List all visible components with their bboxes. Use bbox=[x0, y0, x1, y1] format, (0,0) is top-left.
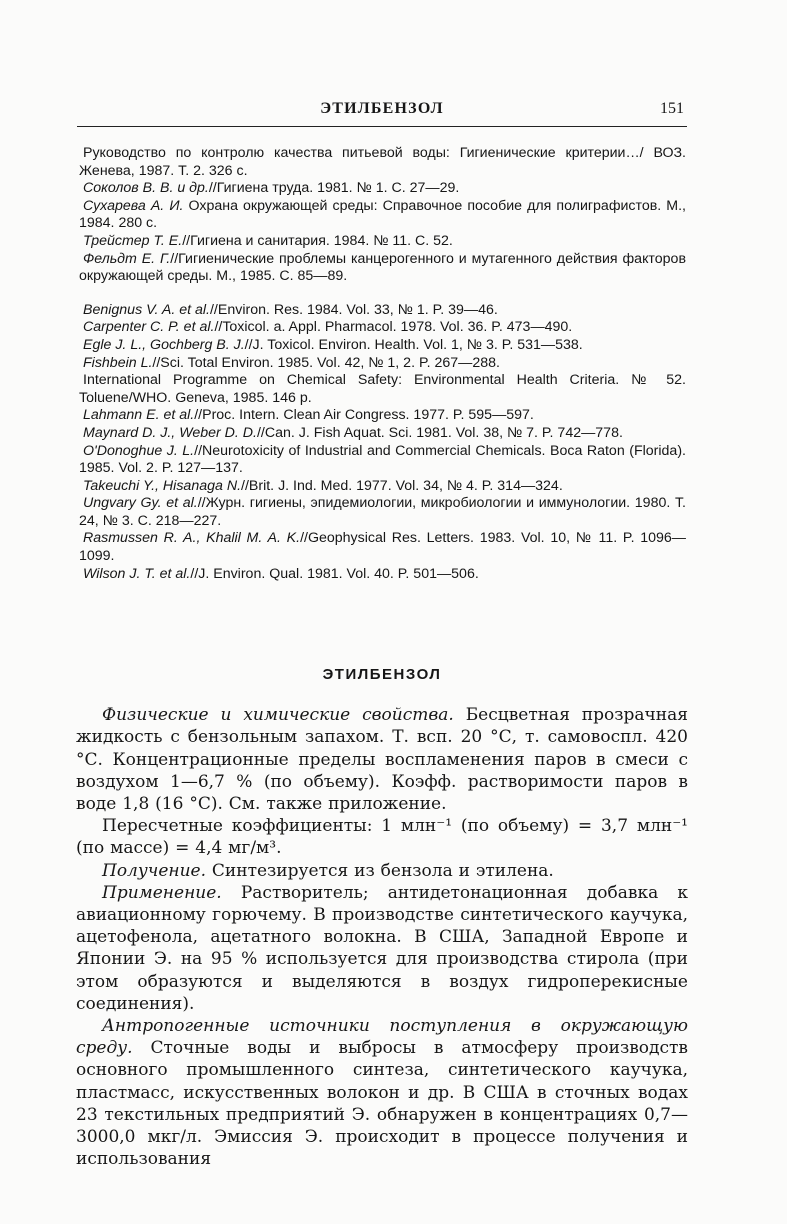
reference-entry bbox=[79, 251, 686, 286]
reference-author: O'Donoghue J. L. bbox=[83, 442, 195, 459]
reference-text: International Programme on Chemical Safety: Environmental Health Criteria. № 52. Toluene/WHO. Geneva, 1985. 146 p. bbox=[79, 372, 686, 406]
reference-author: Maynard D. J., Weber D. D. bbox=[83, 424, 257, 441]
reference-group-foreign bbox=[79, 302, 686, 584]
reference-author: Fishbein L. bbox=[83, 354, 153, 371]
reference-text: //Geophysical Res. Letters. 1983. Vol. 10, № 11. P. 1096—1099. bbox=[79, 530, 686, 565]
paragraph-text: Синтезируется из бензола и этилена. bbox=[206, 860, 554, 881]
reference-text: //J. Environ. Qual. 1981. Vol. 40. P. 501—506. bbox=[190, 565, 479, 582]
reference-author: Ungvary Gy. et al. bbox=[83, 495, 198, 512]
reference-entry bbox=[79, 355, 686, 373]
paragraph-text: Бесцветная прозрачная жидкость с бензольным запахом. Т. всп. 20 °С, т. самовоспл. 420 °С. Концентрационные пределы воспламенения паров в смеси с воздухом 1—6,7 % (по объему). Коэфф. растворимости паров в воде 1,8 (16 °С). См. также приложение. bbox=[76, 705, 688, 815]
running-title: ЭТИЛБЕНЗОЛ bbox=[320, 100, 444, 117]
reference-list bbox=[79, 145, 686, 583]
reference-entry bbox=[79, 566, 686, 584]
reference-entry bbox=[79, 180, 686, 198]
reference-author: Трейстер Т. Е. bbox=[83, 232, 183, 249]
reference-author: Takeuchi Y., Hisanaga N. bbox=[83, 477, 242, 494]
paragraph-text: Сточные воды и выбросы в атмосферу производств основного промышленного синтеза, синтетического каучука, пластмасс, искусственных волокон и др. В США в сточных водах 23 текстильных предприятий Э. обнаружен в концентрациях 0,7—3000,0 мкг/л. Эмиссия Э. происходит в процессе получения и использования bbox=[76, 1038, 688, 1170]
paragraph-lead: Антропогенные источники поступления в окружающую среду. bbox=[76, 1016, 688, 1059]
reference-entry bbox=[79, 319, 686, 337]
reference-author: Rasmussen R. A., Khalil M. A. K. bbox=[83, 530, 301, 547]
article-paragraph bbox=[76, 815, 688, 859]
reference-entry bbox=[79, 198, 686, 233]
reference-author: Carpenter C. P. et al. bbox=[83, 319, 215, 336]
reference-entry bbox=[79, 407, 686, 425]
reference-text: Руководство по контролю качества питьевой воды: Гигиенические критерии…/ ВОЗ. Женева, 1987. Т. 2. 326 с. bbox=[79, 145, 686, 179]
reference-text: //Environ. Res. 1984. Vol. 33, № 1. P. 39—46. bbox=[209, 301, 498, 318]
page-number: 151 bbox=[660, 100, 684, 117]
reference-author: Egle J. L., Gochberg B. J. bbox=[83, 336, 245, 353]
reference-text: //Гигиена труда. 1981. № 1. С. 27—29. bbox=[208, 180, 460, 197]
paragraph-lead: Физические и химические свойства. bbox=[102, 705, 454, 726]
article-title: ЭТИЛБЕНЗОЛ bbox=[322, 666, 442, 683]
reference-text: //Журн. гигиены, эпидемиологии, микробиологии и иммунологии. 1980. Т. 24, № 3. С. 218—227. bbox=[79, 495, 686, 529]
reference-text: //Гигиенические проблемы канцерогенного и мутагенного действия факторов окружающей среды. М., 1985. С. 85—89. bbox=[79, 250, 686, 285]
paragraph-text: Растворитель; антидетонационная добавка к авиационному горючему. В производстве синтетического каучука, ацетофенола, ацетатного волокна. В США, Западной Европе и Японии Э. на 95 % используется для производства стирола (при этом образуются и выделяются в воздух гидроперекисные соединения). bbox=[76, 882, 688, 1014]
article-paragraph bbox=[76, 1015, 688, 1170]
reference-text: //Brit. J. Ind. Med. 1977. Vol. 34, № 4. P. 314—324. bbox=[241, 477, 563, 494]
reference-text: //Toxicol. a. Appl. Pharmacol. 1978. Vol. 36. P. 473—490. bbox=[214, 319, 573, 336]
paragraph-text: Пересчетные коэффициенты: 1 млн⁻¹ (по объему) = 3,7 млн⁻¹ (по массе) = 4,4 мг/м³. bbox=[76, 816, 688, 859]
reference-entry bbox=[79, 372, 686, 407]
reference-author: Benignus V. A. et al. bbox=[83, 301, 210, 318]
reference-entry bbox=[79, 495, 686, 530]
reference-text: //Neurotoxicity of Industrial and Commercial Chemicals. Boca Raton (Florida). 1985. Vol. 2. P. 127—137. bbox=[79, 442, 686, 477]
reference-text: //Sci. Total Environ. 1985. Vol. 42, № 1, 2. P. 267—288. bbox=[152, 354, 500, 371]
reference-author: Lahmann E. et al. bbox=[83, 407, 195, 424]
reference-text: //Гигиена и санитария. 1984. № 11. С. 52. bbox=[182, 232, 453, 249]
reference-text: Охрана окружающей среды: Справочное пособие для полиграфистов. М., 1984. 280 с. bbox=[79, 197, 686, 232]
article-ethylbenzene bbox=[76, 664, 688, 1170]
article-paragraph bbox=[76, 860, 688, 882]
reference-text: //Proc. Intern. Clean Air Congress. 1977. P. 595—597. bbox=[194, 407, 534, 424]
reference-author: Сухарева А. И. bbox=[83, 197, 184, 214]
reference-author: Wilson J. T. et al. bbox=[83, 565, 191, 582]
article-paragraph bbox=[76, 704, 688, 815]
reference-text: //J. Toxicol. Environ. Health. Vol. 1, № 3. P. 531—538. bbox=[244, 336, 583, 353]
reference-author: Фельдт Е. Г. bbox=[83, 250, 171, 267]
reference-entry bbox=[79, 145, 686, 180]
running-header bbox=[77, 98, 687, 127]
reference-entry bbox=[79, 443, 686, 478]
paragraph-lead: Получение. bbox=[102, 860, 206, 881]
reference-author: Соколов В. В. и др. bbox=[83, 180, 209, 197]
reference-entry bbox=[79, 478, 686, 496]
reference-text: //Can. J. Fish Aquat. Sci. 1981. Vol. 38, № 7. P. 742—778. bbox=[256, 424, 623, 441]
reference-group-russian bbox=[79, 145, 686, 286]
reference-entry bbox=[79, 302, 686, 320]
article-paragraph bbox=[76, 882, 688, 1015]
reference-entry bbox=[79, 233, 686, 251]
reference-entry bbox=[79, 530, 686, 565]
reference-entry bbox=[79, 337, 686, 355]
reference-entry bbox=[79, 425, 686, 443]
paragraph-lead: Применение. bbox=[102, 882, 222, 903]
